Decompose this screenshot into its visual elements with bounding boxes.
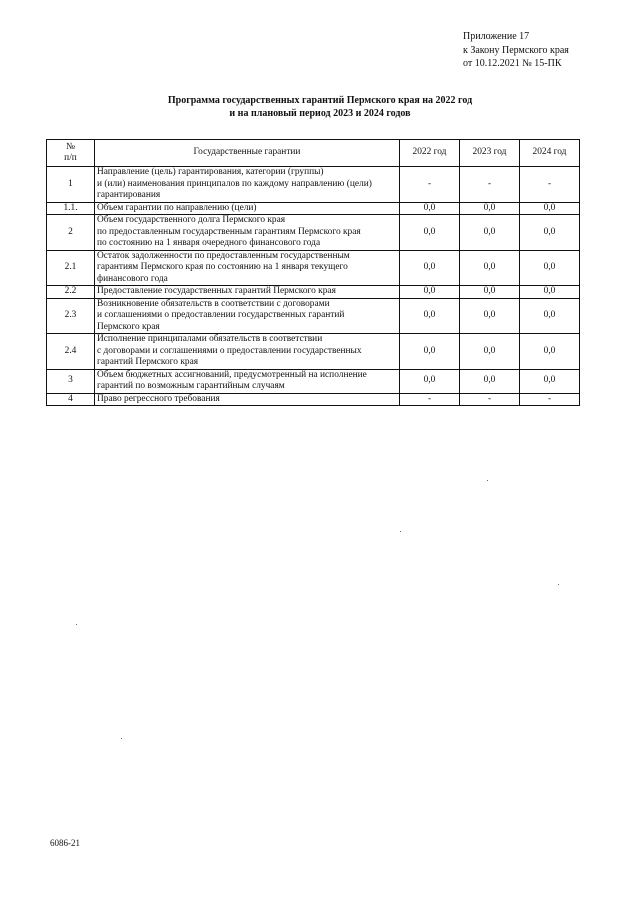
row-guarantee-name-line: по состоянию на 1 января очередного финансового года	[97, 238, 321, 248]
appendix-law: к Закону Пермского края	[463, 44, 569, 56]
row-guarantee-name	[95, 250, 400, 286]
appendix-number: Приложение 17	[463, 31, 530, 42]
row-guarantee-name-line: по предоставленным государственным гарантиям Пермского края	[97, 226, 361, 237]
value-2023: -	[460, 167, 520, 203]
value-2022: 0,0	[400, 202, 460, 215]
scan-speck	[76, 624, 77, 625]
row-guarantee-name-line: гарантиям Пермского края по состоянию на 1 января текущего	[97, 262, 348, 272]
table-row	[47, 298, 580, 334]
row-guarantee-name-line: Направление (цель) гарантирования, категории (группы)	[97, 167, 324, 177]
row-number: 4	[47, 393, 95, 406]
row-guarantee-name-line: Возникновение обязательств в соответствии с договорами	[97, 298, 330, 309]
row-number: 3	[47, 369, 95, 393]
row-number: 2.4	[47, 334, 95, 370]
document-code: 6086-21	[50, 838, 80, 848]
row-guarantee-name-line: Объем гарантии по направлению (цели)	[97, 202, 257, 213]
value-2022: -	[400, 393, 460, 406]
row-guarantee-name	[95, 286, 400, 299]
row-number: 2	[47, 215, 95, 251]
row-guarantee-name	[95, 369, 400, 393]
table-body	[47, 167, 580, 406]
row-number: 2.2	[47, 286, 95, 299]
row-guarantee-name-line: гарантий Пермского края	[97, 357, 199, 367]
value-2024: 0,0	[520, 202, 580, 215]
row-guarantee-name-line: Остаток задолженности по предоставленным государственным	[97, 250, 350, 261]
document-title	[0, 94, 640, 120]
table-row	[47, 167, 580, 203]
row-guarantee-name-line: Пермского края	[97, 321, 160, 332]
value-2022: 0,0	[400, 298, 460, 334]
value-2024: 0,0	[520, 298, 580, 334]
guarantees-table	[46, 139, 580, 406]
appendix-date: от 10.12.2021 № 15-ПК	[463, 58, 562, 69]
table-row	[47, 202, 580, 215]
row-guarantee-name-line: Объем бюджетных ассигнований, предусмотренный на исполнение	[97, 369, 367, 380]
value-2023: 0,0	[460, 250, 520, 286]
title-line-1: Программа государственных гарантий Пермского края на 2022 год	[167, 95, 473, 106]
row-guarantee-name-line: с договорами и соглашениями о предоставлении государственных	[97, 345, 362, 356]
value-2024: -	[520, 393, 580, 406]
header-2024: 2024 год	[520, 140, 580, 167]
value-2022: 0,0	[400, 286, 460, 299]
row-number: 2.1	[47, 250, 95, 286]
row-guarantee-name	[95, 202, 400, 215]
scan-speck	[487, 480, 488, 481]
table-row	[47, 369, 580, 393]
value-2022: 0,0	[400, 334, 460, 370]
header-num-symbol: №	[66, 141, 75, 152]
value-2024: 0,0	[520, 215, 580, 251]
scan-speck	[400, 531, 401, 532]
title-line-2: и на плановый период 2023 и 2024 годов	[229, 108, 411, 119]
table-row	[47, 393, 580, 406]
table-row	[47, 250, 580, 286]
row-guarantee-name-line: и (или) наименования принципалов по каждому направлению (цели)	[97, 178, 372, 189]
value-2023: 0,0	[460, 286, 520, 299]
header-2023: 2023 год	[460, 140, 520, 167]
row-guarantee-name-line: Исполнение принципалами обязательств в соответствии	[97, 334, 323, 344]
scan-speck	[121, 738, 122, 739]
row-guarantee-name	[95, 298, 400, 334]
row-guarantee-name-line: финансового года	[97, 273, 168, 284]
row-guarantee-name-line: Право регрессного требования	[97, 393, 220, 404]
value-2022: 0,0	[400, 215, 460, 251]
row-number: 1	[47, 167, 95, 203]
row-guarantee-name-line: Предоставление государственных гарантий Пермского края	[97, 286, 336, 296]
header-num-abbr: п/п	[64, 153, 77, 163]
header-num	[47, 140, 95, 167]
row-guarantee-name-line: гарантирования	[97, 190, 161, 200]
row-guarantee-name	[95, 215, 400, 251]
table-row	[47, 286, 580, 299]
value-2024: 0,0	[520, 369, 580, 393]
row-number: 1.1.	[47, 202, 95, 215]
row-guarantee-name	[95, 393, 400, 406]
row-guarantee-name-line: гарантий по возможным гарантийным случаям	[97, 381, 285, 391]
value-2022: 0,0	[400, 369, 460, 393]
table-row	[47, 215, 580, 251]
value-2023: 0,0	[460, 334, 520, 370]
row-guarantee-name	[95, 167, 400, 203]
scan-speck	[558, 584, 559, 585]
value-2024: 0,0	[520, 334, 580, 370]
value-2024: 0,0	[520, 250, 580, 286]
row-guarantee-name-line: Объем государственного долга Пермского края	[97, 215, 286, 225]
value-2023: 0,0	[460, 369, 520, 393]
value-2023: 0,0	[460, 202, 520, 215]
value-2022: -	[400, 167, 460, 203]
row-guarantee-name	[95, 334, 400, 370]
value-2022: 0,0	[400, 250, 460, 286]
value-2023: -	[460, 393, 520, 406]
value-2023: 0,0	[460, 215, 520, 251]
header-2022: 2022 год	[400, 140, 460, 167]
appendix-header	[463, 30, 569, 71]
table-header-row	[47, 140, 580, 167]
value-2024: -	[520, 167, 580, 203]
table-row	[47, 334, 580, 370]
row-guarantee-name-line: и соглашениями о предоставлении государственных гарантий	[97, 310, 345, 320]
value-2023: 0,0	[460, 298, 520, 334]
row-number: 2.3	[47, 298, 95, 334]
header-name: Государственные гарантии	[95, 140, 400, 167]
value-2024: 0,0	[520, 286, 580, 299]
